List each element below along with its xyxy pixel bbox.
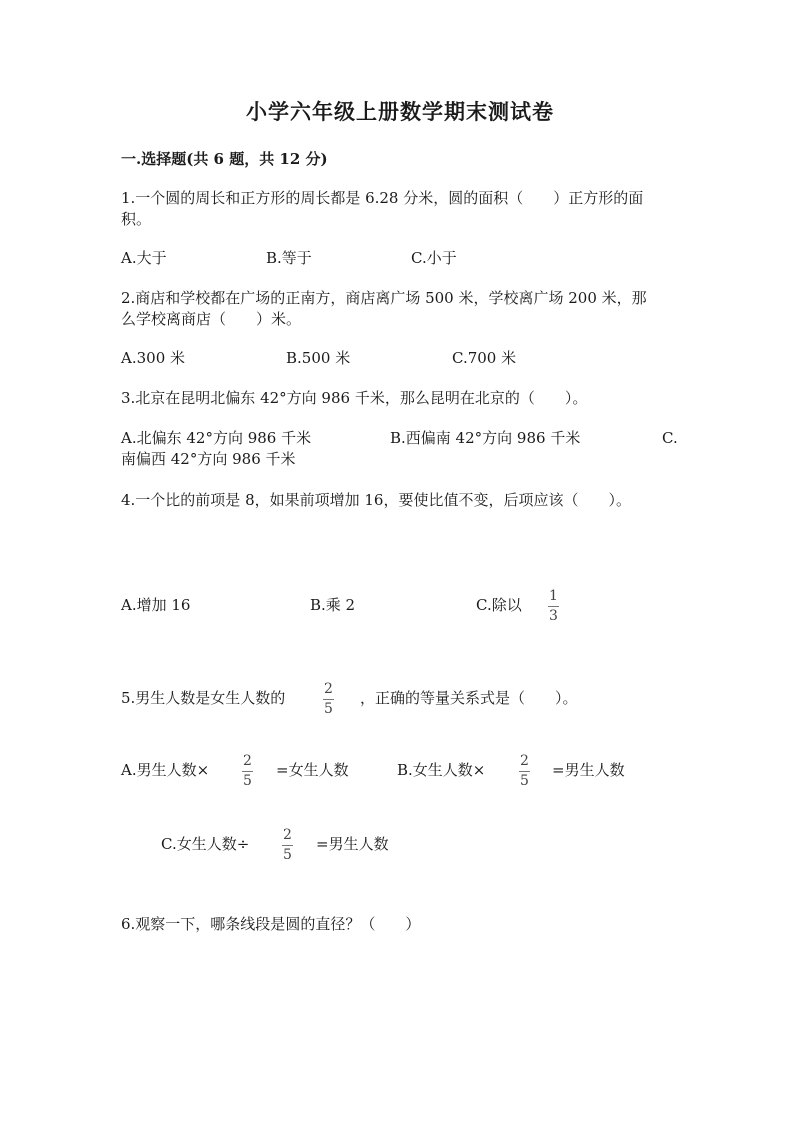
question-2-option-a: A.300 米: [121, 349, 185, 367]
question-5-stem-post: ，正确的等量关系式是（ ）。: [360, 689, 578, 707]
question-4-option-c: C.除以: [476, 596, 522, 614]
question-6-stem: 6.观察一下，哪条线段是圆的直径？（ ）: [121, 915, 421, 933]
question-1-option-c: C.小于: [411, 249, 457, 267]
fraction-one-third: [548, 588, 559, 624]
fraction-numerator: 2: [520, 753, 529, 769]
question-5-option-a-post: =女生人数: [276, 761, 349, 779]
question-5-option-b-pre: B.女生人数×: [397, 761, 486, 779]
question-2-option-b: B.500 米: [286, 349, 351, 367]
question-5-option-c-post: =男生人数: [316, 835, 389, 853]
question-3-stem: 3.北京在昆明北偏东 42°方向 986 千米，那么昆明在北京的（ ）。: [121, 389, 588, 407]
fraction-bar: [282, 845, 293, 846]
fraction-bar: [548, 606, 559, 607]
section-heading: 一.选择题(共 6 题，共 12 分): [121, 150, 328, 168]
question-5-option-c-pre: C.女生人数÷: [161, 835, 250, 853]
question-3-option-b: B.西偏南 42°方向 986 千米: [390, 429, 581, 447]
fraction-denominator: 5: [324, 701, 333, 717]
page-title: 小学六年级上册数学期末测试卷: [246, 99, 554, 124]
fraction-bar: [242, 771, 253, 772]
question-5-option-b-post: =男生人数: [552, 761, 625, 779]
question-2-option-c: C.700 米: [452, 349, 517, 367]
fraction-two-fifths: [282, 827, 293, 863]
fraction-numerator: 2: [243, 753, 252, 769]
question-3-option-c-label: C.: [662, 429, 678, 447]
fraction-denominator: 3: [549, 608, 558, 624]
question-1-option-a: A.大于: [121, 249, 167, 267]
question-5-stem-pre: 5.男生人数是女生人数的: [121, 689, 286, 707]
question-4-option-a: A.增加 16: [121, 596, 191, 614]
fraction-two-fifths: [323, 681, 334, 717]
question-3-option-a: A.北偏东 42°方向 986 千米: [121, 429, 312, 447]
question-5-option-a-pre: A.男生人数×: [121, 761, 210, 779]
question-4-option-b: B.乘 2: [310, 596, 356, 614]
question-1-stem-line1: 1.一个圆的周长和正方形的周长都是 6.28 分米，圆的面积（ ）正方形的面: [121, 189, 644, 207]
question-4-stem: 4.一个比的前项是 8，如果前项增加 16，要使比值不变，后项应该（ ）。: [121, 491, 631, 509]
fraction-numerator: 2: [283, 827, 292, 843]
fraction-bar: [519, 771, 530, 772]
question-1-stem-line2: 积。: [121, 210, 152, 228]
fraction-denominator: 5: [243, 773, 252, 789]
question-1-option-b: B.等于: [266, 249, 312, 267]
fraction-two-fifths: [519, 753, 530, 789]
fraction-numerator: 1: [549, 588, 558, 604]
fraction-bar: [323, 699, 334, 700]
fraction-denominator: 5: [520, 773, 529, 789]
question-2-stem-line1: 2.商店和学校都在广场的正南方，商店离广场 500 米，学校离广场 200 米，那: [121, 289, 647, 307]
question-2-stem-line2: 么学校离商店（ ）米。: [121, 310, 302, 328]
question-3-option-c-text: 南偏西 42°方向 986 千米: [121, 450, 296, 468]
fraction-denominator: 5: [283, 847, 292, 863]
fraction-two-fifths: [242, 753, 253, 789]
fraction-numerator: 2: [324, 681, 333, 697]
